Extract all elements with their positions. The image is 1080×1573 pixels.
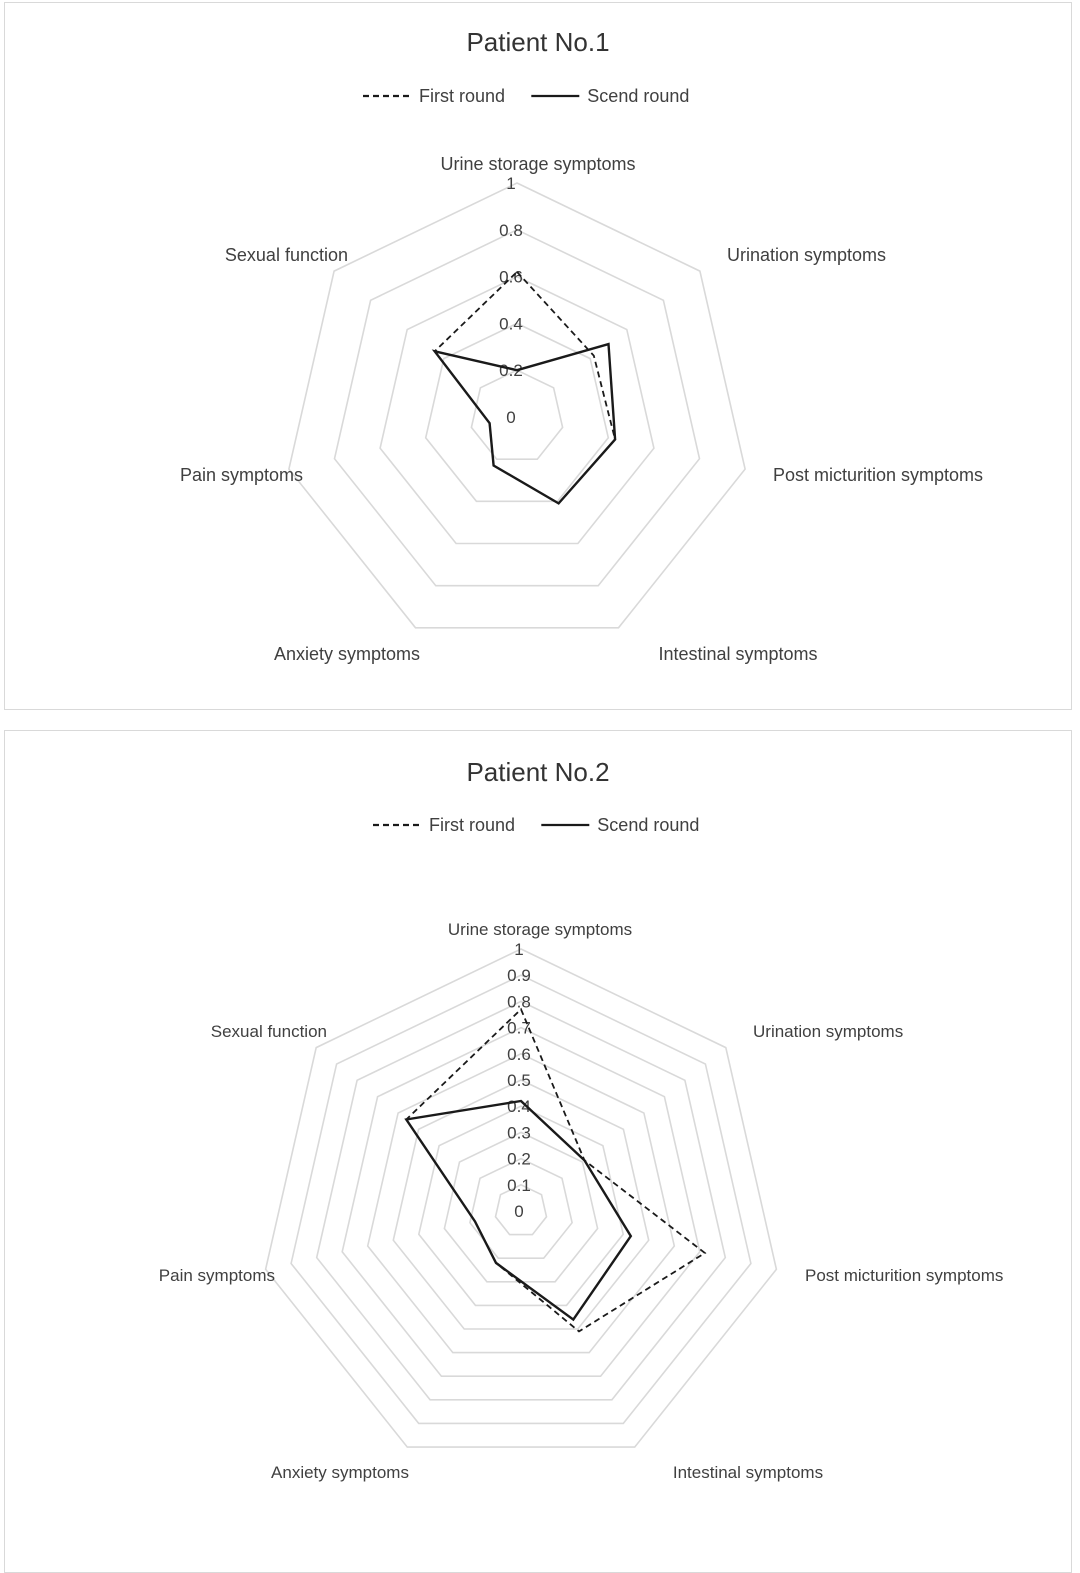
- chart-panel-patient-2: [4, 730, 1072, 1573]
- legend: [373, 815, 699, 835]
- grid-ring-1: [289, 183, 745, 628]
- tick-label-0.1: 0.1: [507, 1175, 531, 1195]
- tick-label-0.4: 0.4: [499, 314, 523, 334]
- tick-label-0.9: 0.9: [507, 966, 531, 986]
- tick-label-0: 0: [514, 1202, 524, 1221]
- tick-label-0: 0: [506, 408, 516, 427]
- tick-label-0.4: 0.4: [507, 1097, 531, 1117]
- legend-item-2: [541, 815, 699, 835]
- category-label-7: Sexual function: [210, 1022, 327, 1041]
- grid-ring-0.9: [291, 975, 751, 1423]
- category-label-5: Anxiety symptoms: [273, 644, 421, 664]
- legend-label-2: Scend round: [597, 815, 700, 835]
- legend: [363, 86, 689, 106]
- tick-label-1: 1: [506, 174, 516, 193]
- radar-chart-patient-1: [5, 3, 1072, 710]
- tick-labels: [507, 940, 531, 1221]
- grid-ring-0.2: [471, 370, 562, 459]
- tick-label-0.6: 0.6: [507, 1044, 531, 1064]
- tick-label-0.7: 0.7: [507, 1018, 531, 1038]
- series-line-1: [406, 1009, 705, 1331]
- chart-title: Patient No.1: [466, 27, 610, 57]
- category-labels: [180, 154, 983, 664]
- tick-label-0.6: 0.6: [499, 267, 523, 287]
- radar-chart-patient-2: [5, 731, 1072, 1573]
- category-label-4: Intestinal symptoms: [658, 644, 818, 664]
- category-label-3: Post micturition symptoms: [805, 1266, 1004, 1285]
- tick-label-0.8: 0.8: [507, 992, 531, 1012]
- category-label-1: Urine storage symptoms: [447, 920, 633, 939]
- chart-title: Patient No.2: [466, 757, 610, 787]
- category-label-7: Sexual function: [224, 245, 348, 265]
- legend-label-1: First round: [419, 86, 506, 106]
- legend-label-1: First round: [429, 815, 516, 835]
- legend-label-2: Scend round: [587, 86, 690, 106]
- series-line-2: [435, 344, 615, 503]
- tick-label-0.5: 0.5: [507, 1071, 531, 1090]
- tick-labels: [499, 174, 523, 427]
- category-label-4: Intestinal symptoms: [672, 1463, 824, 1482]
- category-label-2: Urination symptoms: [727, 245, 887, 265]
- category-label-6: Pain symptoms: [158, 1266, 275, 1285]
- grid-ring-0.4: [426, 323, 609, 501]
- legend-item-1: [363, 86, 505, 106]
- tick-label-1: 1: [514, 940, 524, 959]
- legend-item-1: [373, 815, 515, 835]
- category-label-6: Pain symptoms: [179, 465, 303, 485]
- category-label-3: Post micturition symptoms: [773, 465, 984, 485]
- category-label-5: Anxiety symptoms: [271, 1463, 409, 1482]
- tick-label-0.8: 0.8: [499, 220, 523, 240]
- chart-panel-patient-1: [4, 2, 1072, 710]
- category-label-2: Urination symptoms: [753, 1022, 904, 1041]
- grid-rings: [289, 183, 745, 628]
- legend-item-2: [531, 86, 689, 106]
- tick-label-0.2: 0.2: [507, 1149, 531, 1169]
- tick-label-0.3: 0.3: [507, 1123, 531, 1143]
- tick-label-0.2: 0.2: [499, 361, 523, 381]
- category-label-1: Urine storage symptoms: [440, 154, 636, 174]
